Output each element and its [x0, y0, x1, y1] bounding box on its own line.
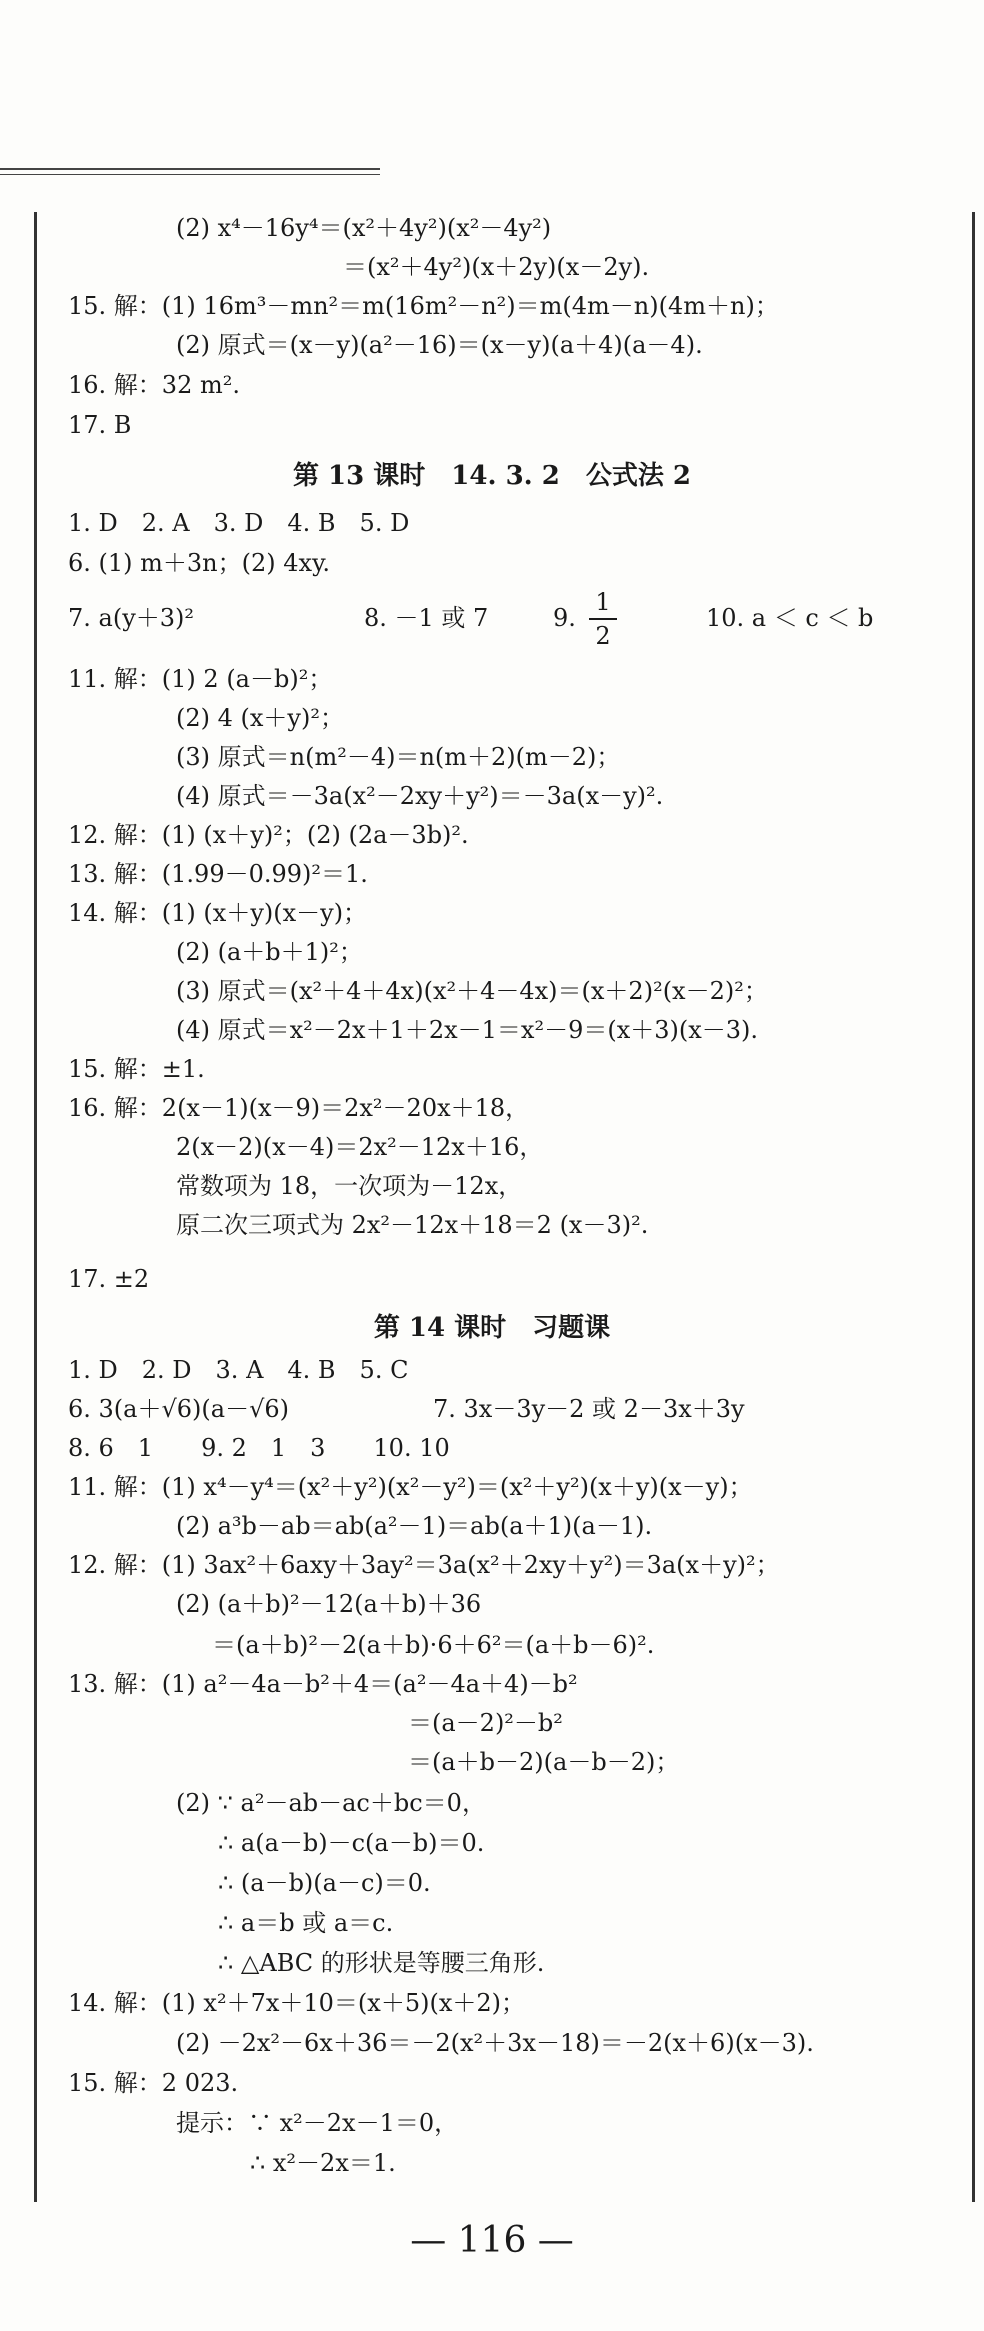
answer-line: 14. 解：(1) (x＋y)(x－y)； [68, 899, 368, 927]
answer-line: 1. D 2. A 3. D 4. B 5. D [68, 509, 410, 537]
answer-line: 10. a ＜ c ＜ b [706, 604, 874, 632]
answer-line: (3) 原式＝(x²＋4＋4x)(x²＋4－4x)＝(x＋2)²(x－2)²； [176, 977, 768, 1005]
answer-line: 1. D 2. D 3. A 4. B 5. C [68, 1356, 409, 1384]
page-number: — 116 — [410, 2220, 574, 2261]
answer-line: 15. 解：(1) 16m³－mn²＝m(16m²－n²)＝m(4m－n)(4m＋n)； [68, 292, 779, 320]
answer-line: (2) (a＋b＋1)²； [176, 938, 363, 966]
answer-line: 15. 解：2 023. [68, 2069, 239, 2097]
answer-line: 11. 解：(1) 2 (a－b)²； [68, 665, 333, 693]
answer-line: 13. 解：(1) a²－4a－b²＋4＝(a²－4a＋4)－b² [68, 1670, 578, 1698]
fraction-numerator: 1 [595, 588, 611, 616]
answer-line: 8. 6 1 9. 2 1 3 10. 10 [68, 1434, 450, 1462]
header-rule [0, 168, 380, 175]
answer-line: 常数项为 18，一次项为－12x， [176, 1172, 523, 1200]
answer-line: 16. 解：32 m². [68, 371, 240, 399]
right-border [972, 212, 975, 2202]
answer-line: 9. [553, 604, 576, 632]
answer-line: 14. 解：(1) x²＋7x＋10＝(x＋5)(x＋2)； [68, 1989, 525, 2017]
answer-line: ∴ x²－2x＝1. [250, 2149, 396, 2177]
fraction-denominator: 2 [595, 622, 611, 650]
answer-line: 17. B [68, 411, 132, 439]
answer-line: ＝(a－2)²－b² [408, 1709, 563, 1737]
answer-line: 15. 解：±1. [68, 1055, 205, 1083]
answer-line: (3) 原式＝n(m²－4)＝n(m＋2)(m－2)； [176, 743, 621, 771]
answer-line: ∴ a(a－b)－c(a－b)＝0. [218, 1829, 485, 1857]
fraction-bar [589, 618, 617, 620]
left-border [34, 212, 37, 2202]
answer-line: 8. －1 或 7 [364, 604, 489, 632]
answer-line: (2) 4 (x＋y)²； [176, 704, 344, 732]
answer-line: 6. 3(a＋√6)(a－√6) [68, 1395, 289, 1423]
answer-line: ＝(a＋b－2)(a－b－2)； [408, 1748, 680, 1776]
answer-line: (2) a³b－ab＝ab(a²－1)＝ab(a＋1)(a－1). [176, 1512, 653, 1540]
answer-line: 11. 解：(1) x⁴－y⁴＝(x²＋y²)(x²－y²)＝(x²＋y²)(x＋y)(x－y)； [68, 1473, 753, 1501]
answer-line: 原二次三项式为 2x²－12x＋18＝2 (x－3)². [176, 1211, 649, 1239]
answer-line: 16. 解：2(x－1)(x－9)＝2x²－20x＋18， [68, 1094, 530, 1122]
answer-line: 7. 3x－3y－2 或 2－3x＋3y [433, 1395, 745, 1423]
answer-line: 12. 解：(1) 3ax²＋6axy＋3ay²＝3a(x²＋2xy＋y²)＝3a(x＋y)²； [68, 1551, 780, 1579]
answer-line: (2) x⁴－16y⁴＝(x²＋4y²)(x²－4y²) [176, 214, 552, 242]
answer-line: (4) 原式＝－3a(x²－2xy＋y²)＝－3a(x－y)². [176, 782, 664, 810]
answer-line: ∴ a＝b 或 a＝c. [218, 1909, 394, 1937]
answer-line: 17. ±2 [68, 1265, 150, 1293]
answer-line: 提示：∵ x²－2x－1＝0， [176, 2109, 459, 2137]
answer-line: 13. 解：(1.99－0.99)²＝1. [68, 860, 368, 888]
section-heading-13: 第 13 课时 14. 3. 2 公式法 2 [293, 461, 691, 491]
section-heading-14: 第 14 课时 习题课 [373, 1313, 611, 1343]
answer-line: (2) －2x²－6x＋36＝－2(x²＋3x－18)＝－2(x＋6)(x－3). [176, 2029, 814, 2057]
answer-line: (2) ∵ a²－ab－ac＋bc＝0， [176, 1789, 486, 1817]
answer-line: 12. 解：(1) (x＋y)²；(2) (2a－3b)². [68, 821, 469, 849]
answer-line: ∴ △ABC 的形状是等腰三角形. [218, 1949, 545, 1977]
answer-line: ＝(a＋b)²－2(a＋b)·6＋6²＝(a＋b－6)². [212, 1631, 655, 1659]
answer-line: 6. (1) m＋3n；(2) 4xy. [68, 549, 331, 577]
answer-line: (2) (a＋b)²－12(a＋b)＋36 [176, 1590, 482, 1618]
fraction-one-half [589, 588, 617, 650]
answer-line: 7. a(y＋3)² [68, 604, 195, 632]
answer-line: ＝(x²＋4y²)(x＋2y)(x－2y). [343, 253, 650, 281]
answer-line: 2(x－2)(x－4)＝2x²－12x＋16， [176, 1133, 544, 1161]
answer-line: (2) 原式＝(x－y)(a²－16)＝(x－y)(a＋4)(a－4). [176, 331, 703, 359]
answer-line: (4) 原式＝x²－2x＋1＋2x－1＝x²－9＝(x＋3)(x－3). [176, 1016, 759, 1044]
answer-line: ∴ (a－b)(a－c)＝0. [218, 1869, 431, 1897]
